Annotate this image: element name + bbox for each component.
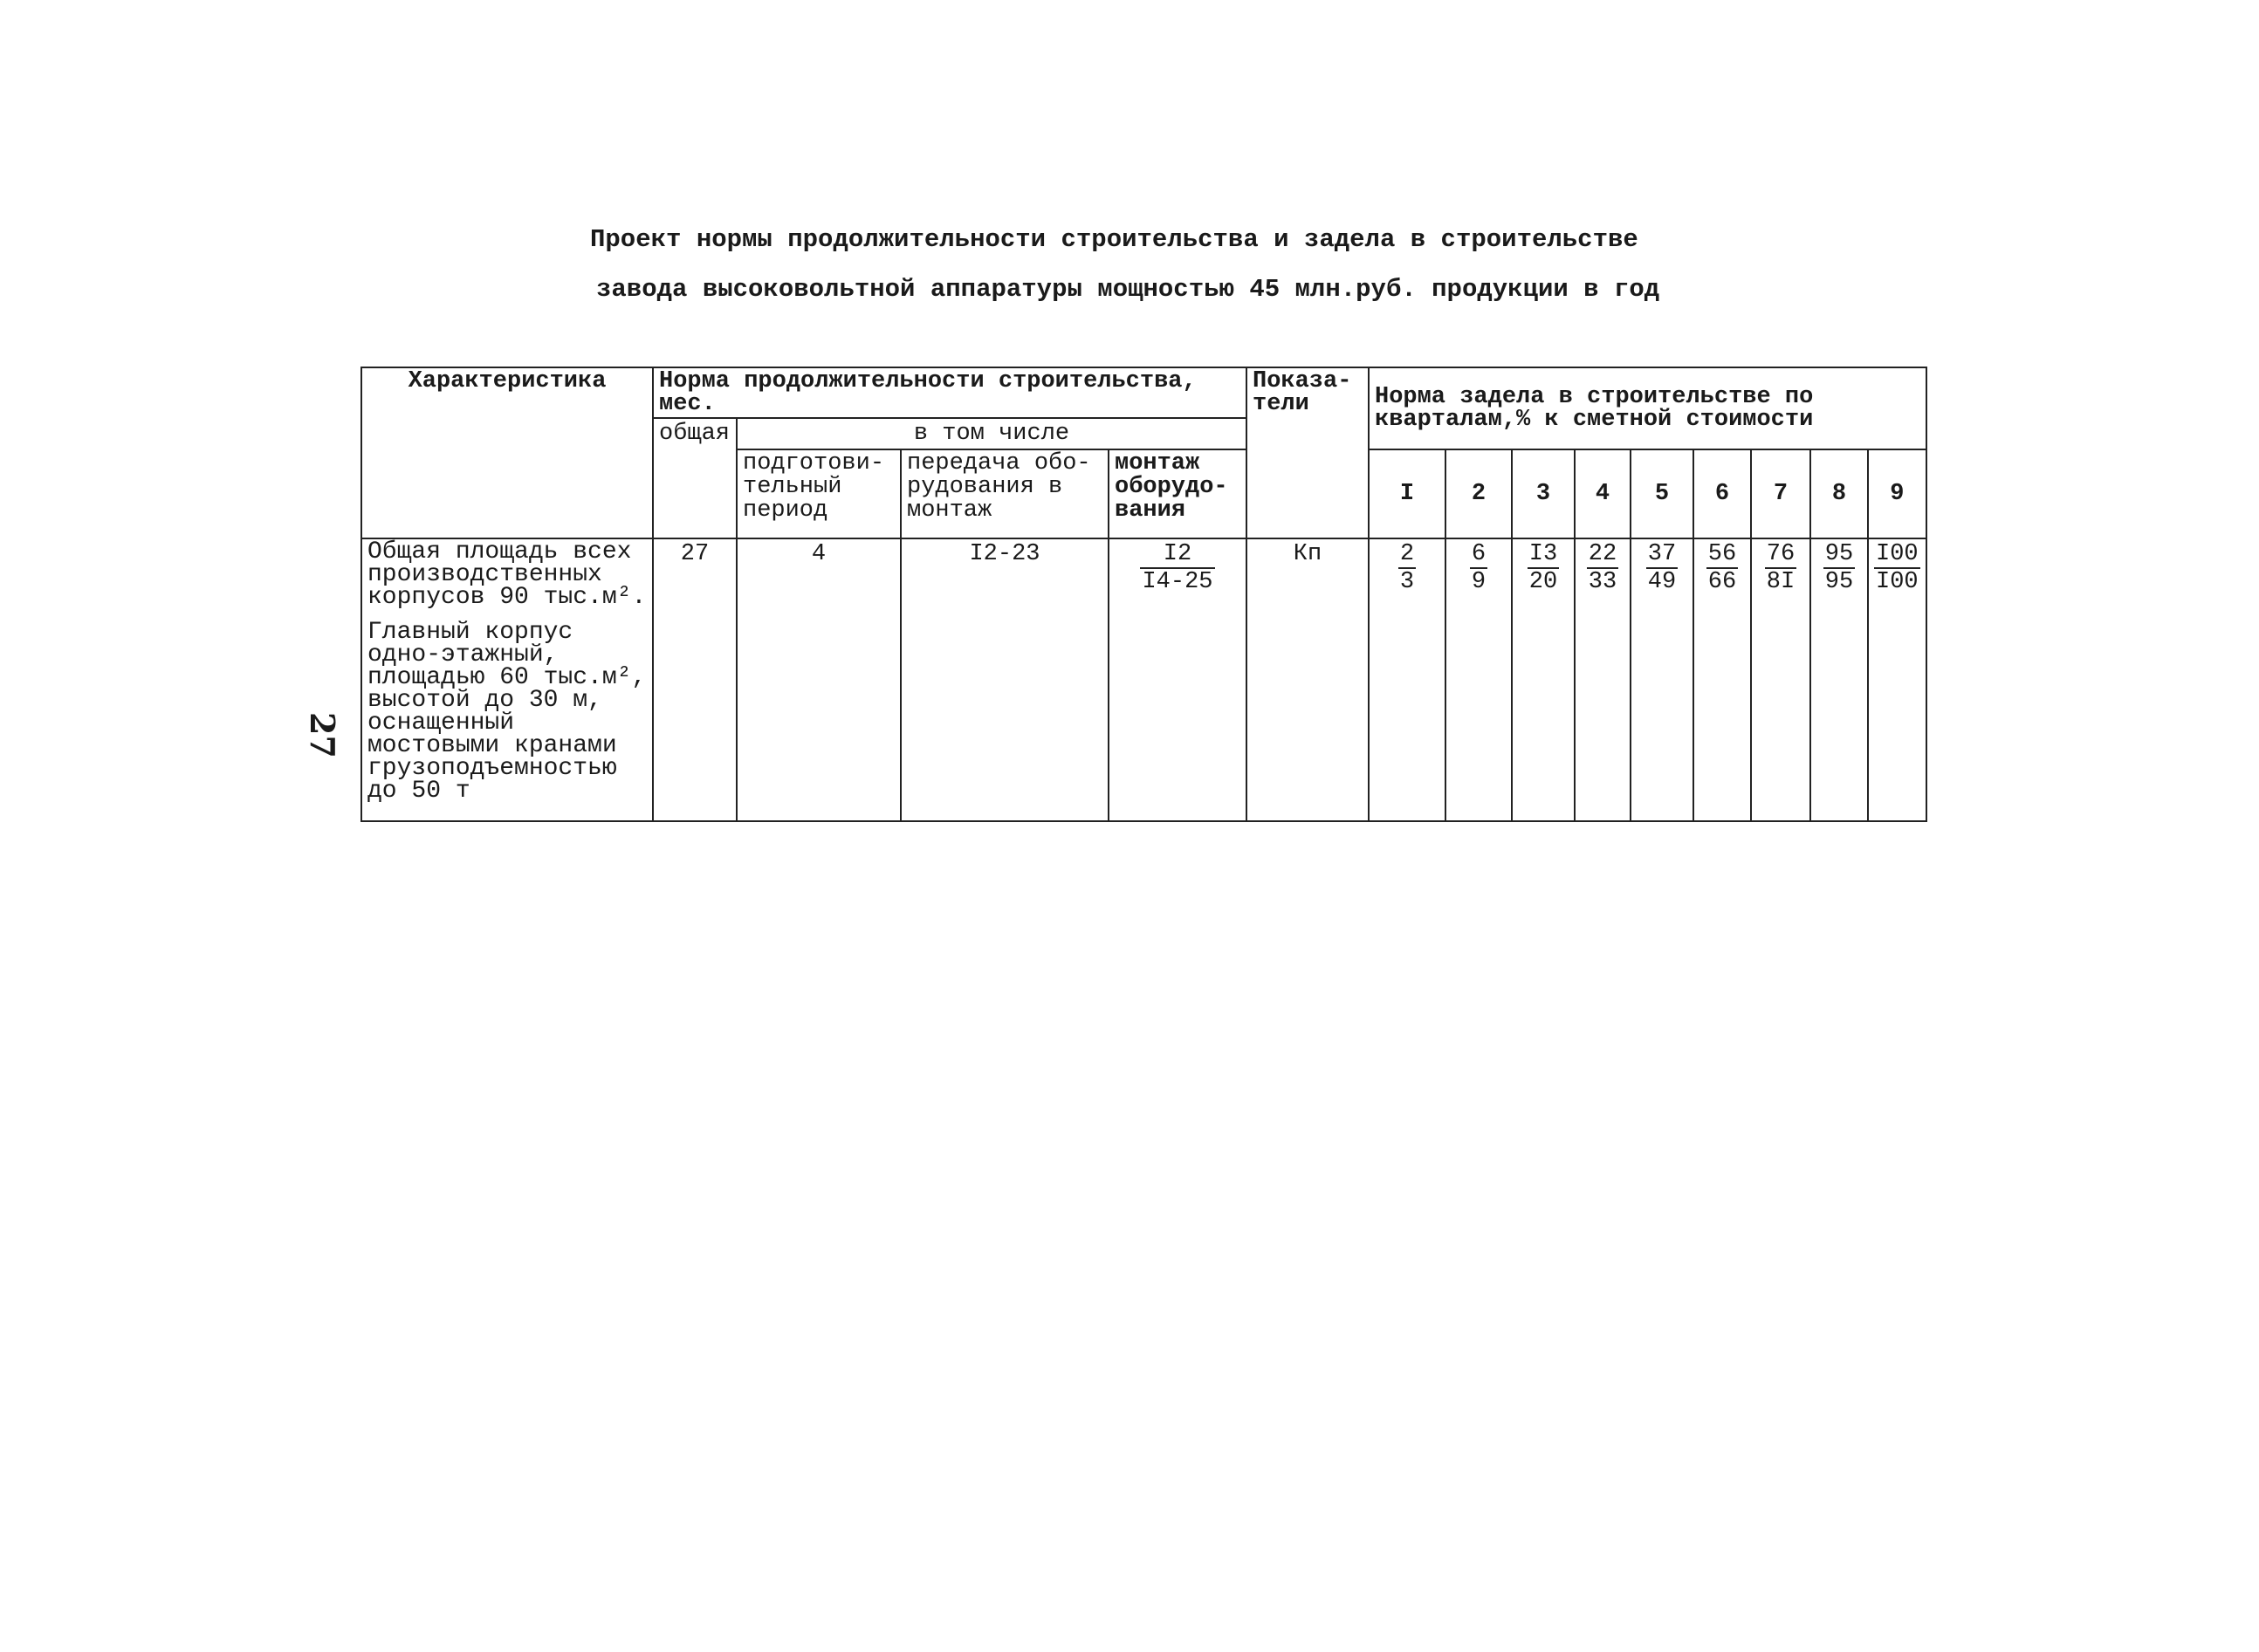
document-title-line2: завода высоковольтной аппаратуры мощностью 45 млн.руб. продукции в год [596, 275, 1660, 304]
header-indicators: Показа-тели [1246, 367, 1369, 538]
quarter-value [1751, 538, 1810, 821]
header-characteristic: Характеристика [361, 367, 653, 538]
quarter-header: 8 [1810, 449, 1868, 538]
header-backlog-norm: Норма задела в строительстве по кварталам,% к сметной стоимости [1369, 367, 1926, 449]
quarter-denominator: 8I [1766, 569, 1796, 595]
header-total: общая [653, 418, 737, 538]
quarter-value [1810, 538, 1868, 821]
quarter-numerator: 37 [1647, 541, 1677, 567]
row-transfer: I2-23 [901, 538, 1109, 821]
quarter-value [1868, 538, 1926, 821]
quarter-numerator: 76 [1766, 541, 1796, 567]
install-denominator: I4-25 [1142, 569, 1213, 595]
quarter-value [1445, 538, 1512, 821]
quarter-denominator: 95 [1824, 569, 1854, 595]
characteristic-main-building: Главный корпус одно-этажный, площадью 60 тыс.м², высотой до 30 м, оснащенный мостовыми кранами грузоподъемностью до 50 т [367, 619, 647, 805]
quarter-value [1575, 538, 1631, 821]
quarter-denominator: 66 [1707, 569, 1737, 595]
quarter-numerator: 22 [1588, 541, 1617, 567]
quarter-denominator: 49 [1647, 569, 1677, 595]
quarter-header: 3 [1512, 449, 1575, 538]
quarter-denominator: I00 [1876, 569, 1919, 595]
quarter-numerator: I3 [1528, 541, 1558, 567]
quarter-header: 2 [1445, 449, 1512, 538]
quarter-header: 5 [1631, 449, 1693, 538]
document-title-line1: Проект нормы продолжительности строительства и задела в строительстве [590, 225, 1638, 254]
page-number: 27 [302, 712, 342, 758]
header-equipment-transfer: передача обо-рудования в монтаж [901, 449, 1109, 538]
quarter-numerator: I00 [1876, 541, 1919, 567]
quarter-value [1369, 538, 1445, 821]
header-including: в том числе [737, 418, 1246, 449]
quarter-denominator: 33 [1588, 569, 1617, 595]
quarter-denominator: 9 [1471, 569, 1487, 595]
quarter-numerator: 6 [1471, 541, 1487, 567]
install-numerator: I2 [1140, 541, 1214, 569]
quarter-numerator: 2 [1399, 541, 1415, 567]
quarter-numerator: 56 [1707, 541, 1737, 567]
row-install [1109, 538, 1246, 821]
quarter-header: I [1369, 449, 1445, 538]
quarter-value [1631, 538, 1693, 821]
header-prep-period: подготови-тельный период [737, 449, 901, 538]
header-equipment-install: монтаж оборудо-вания [1109, 449, 1246, 538]
quarter-header: 7 [1751, 449, 1810, 538]
row-characteristic [361, 538, 653, 821]
quarter-header: 9 [1868, 449, 1926, 538]
quarter-value [1693, 538, 1751, 821]
quarter-denominator: 3 [1399, 569, 1415, 595]
header-duration-norm: Норма продолжительности строительства, мес. [653, 367, 1246, 418]
characteristic-area: Общая площадь всех производственных корпусов 90 тыс.м². [367, 538, 647, 611]
row-indicator: Кп [1246, 538, 1369, 821]
quarter-header: 6 [1693, 449, 1751, 538]
quarter-denominator: 20 [1528, 569, 1558, 595]
quarter-numerator: 95 [1824, 541, 1854, 567]
row-prep: 4 [737, 538, 901, 821]
quarter-header: 4 [1575, 449, 1631, 538]
quarter-value [1512, 538, 1575, 821]
norm-table [360, 367, 1927, 822]
row-total: 27 [653, 538, 737, 821]
